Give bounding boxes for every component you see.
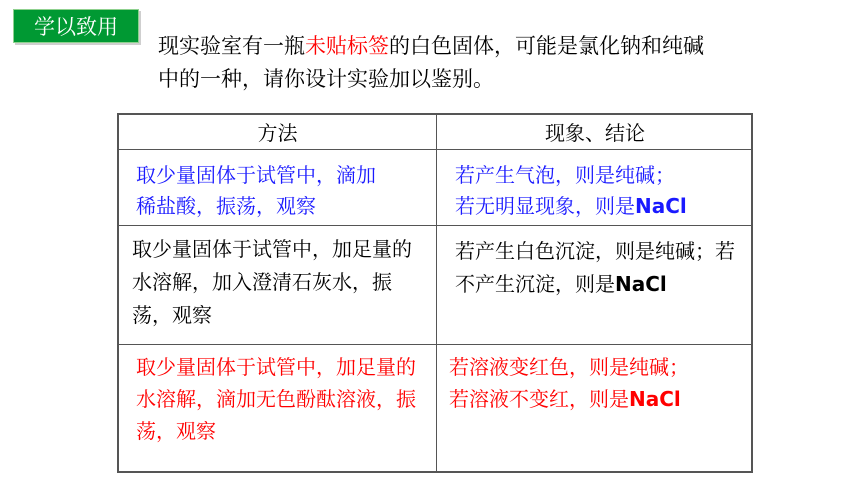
header-method: 方法	[257, 121, 298, 145]
result-text: 若无明显现象，则是	[455, 194, 635, 218]
intro-text-end: 的白色固体，可能是氯化钠和纯碱中的一种，请你设计实验加以鉴别。	[158, 34, 704, 91]
row-divider	[119, 344, 751, 345]
intro-highlight: 未贴标签	[305, 34, 389, 58]
result-text: 若产生白色沉淀，则是纯碱；若不产生沉淀，则是	[455, 239, 735, 296]
intro-text-start: 现实验室有一瓶	[158, 34, 305, 58]
method-cell-3: 取少量固体于试管中，加足量的水溶解，滴加无色酚酞溶液，振荡，观察	[136, 355, 416, 443]
section-badge: 学以致用	[13, 9, 139, 43]
result-line	[455, 191, 745, 222]
result-text: 若溶液不变红，则是	[449, 387, 629, 411]
header-result: 现象、结论	[545, 121, 645, 145]
header-divider	[119, 149, 751, 150]
result-cell-2	[455, 235, 737, 301]
method-cell-2: 取少量固体于试管中，加足量的水溶解，加入澄清石灰水，振荡，观察	[132, 237, 412, 327]
row-divider	[119, 225, 751, 226]
result-formula: NaCl	[635, 194, 687, 218]
result-formula: NaCl	[629, 387, 681, 411]
result-line: 若产生气泡，则是纯碱；	[455, 163, 675, 187]
column-divider	[436, 115, 437, 471]
method-cell-1: 取少量固体于试管中，滴加稀盐酸，振荡，观察	[136, 163, 376, 218]
result-line: 若溶液变红色，则是纯碱；	[449, 355, 689, 379]
result-cell-1	[455, 160, 745, 222]
result-cell-3	[449, 351, 749, 415]
result-line	[449, 383, 749, 415]
intro-text	[158, 30, 718, 96]
experiment-table	[117, 113, 753, 473]
result-formula: NaCl	[615, 272, 667, 296]
